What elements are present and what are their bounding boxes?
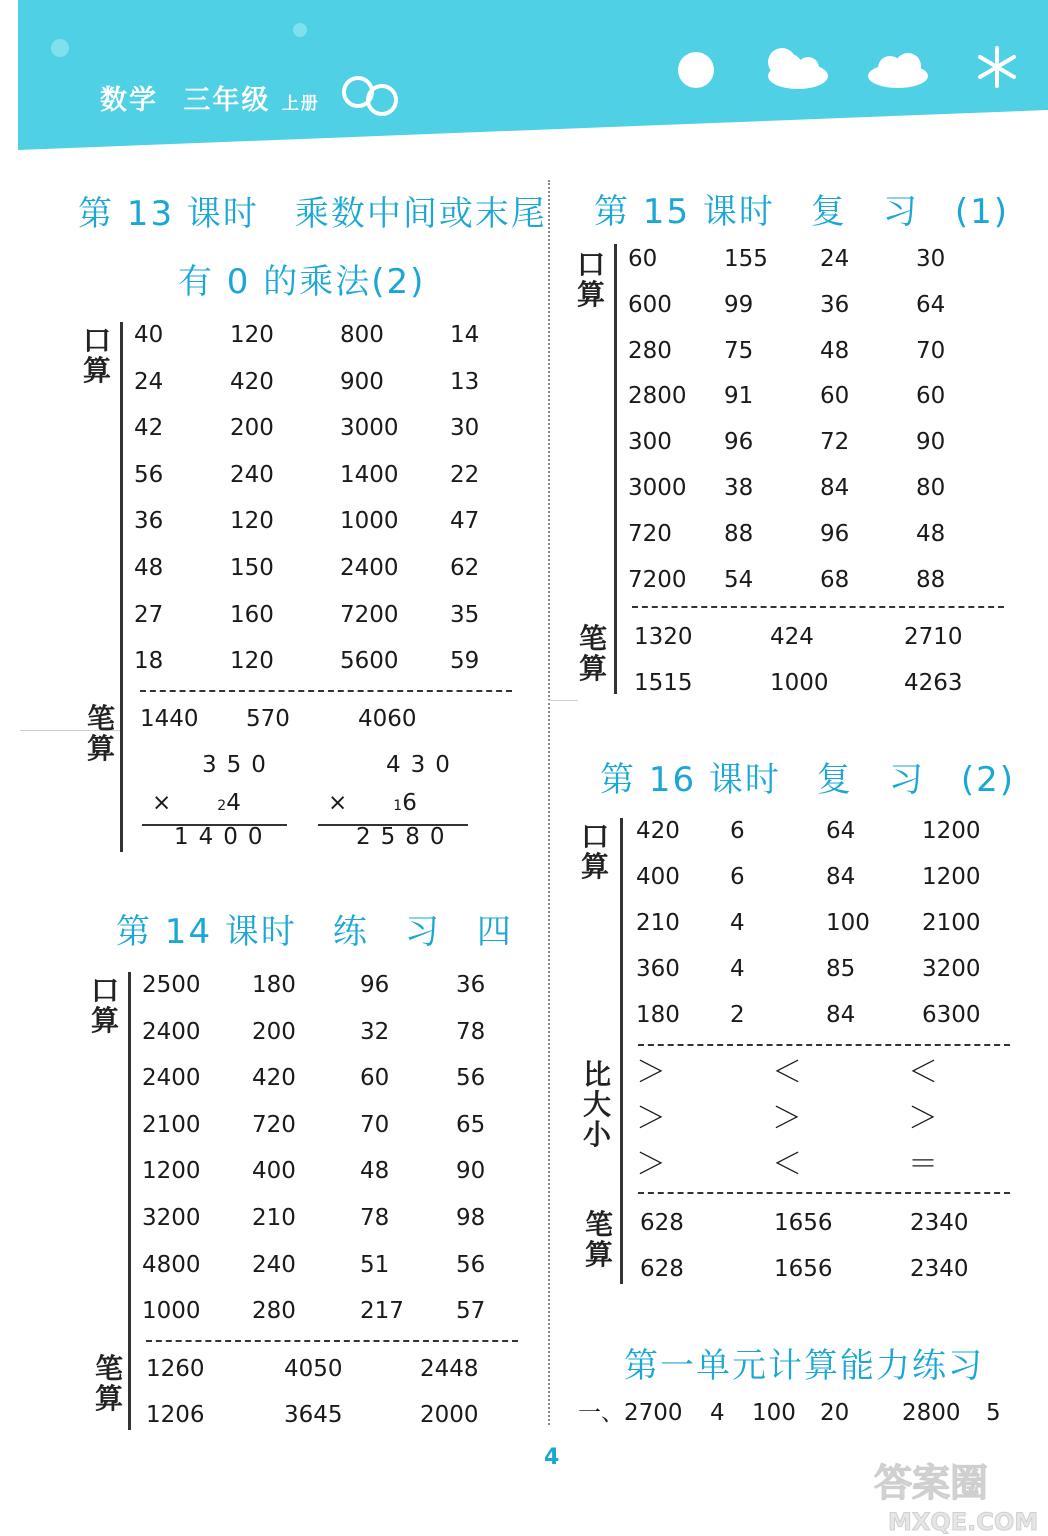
answer-cell: 30	[450, 415, 480, 442]
answer-cell: 4050	[284, 1356, 343, 1382]
answer-cell: 20	[820, 1400, 850, 1426]
answer-cell: 80	[916, 475, 946, 501]
answer-cell: 200	[230, 415, 274, 442]
answer-cell: 一、2700	[578, 1400, 683, 1426]
answer-cell: 240	[230, 461, 274, 488]
lesson13-rule	[120, 322, 123, 852]
answer-cell: 360	[636, 956, 680, 982]
answer-cell: 600	[628, 291, 672, 318]
answer-cell: ＞	[636, 1147, 666, 1182]
sun-icon	[678, 52, 714, 88]
answer-cell: 1200	[922, 864, 981, 890]
answer-cell: 570	[246, 706, 290, 732]
answer-cell: 4800	[142, 1251, 201, 1278]
unit1-title: 第一单元计算能力练习	[624, 1346, 984, 1386]
answer-cell: 1400	[340, 461, 399, 488]
lesson13-oral-label: 口算	[82, 324, 111, 387]
answer-cell: 628	[640, 1210, 684, 1236]
answer-cell: 64	[826, 818, 856, 844]
answer-cell: 800	[340, 322, 384, 348]
answer-cell: 180	[636, 1002, 680, 1028]
answer-cell: 1206	[146, 1402, 205, 1428]
answer-cell: 78	[456, 1018, 486, 1045]
answer-cell: 70	[916, 337, 946, 364]
answer-cell: ＞	[908, 1101, 938, 1136]
answer-cell: 84	[826, 1002, 856, 1028]
answer-cell: 400	[636, 864, 680, 890]
answer-cell: 47	[450, 508, 480, 535]
lesson13-title: 第 13 课时 乘数中间或末尾	[78, 194, 547, 234]
answer-cell: 3000	[628, 475, 687, 501]
answer-cell: 57	[456, 1298, 486, 1325]
lesson16-title: 第 16 课时 复 习 (2)	[600, 760, 1016, 800]
answer-cell: 300	[628, 429, 672, 456]
answer-cell: 720	[252, 1111, 296, 1138]
lesson14-written-label: 笔算	[94, 1352, 123, 1415]
answer-cell: 6	[730, 864, 745, 890]
answer-cell: 7200	[628, 566, 687, 593]
answer-cell: 72	[820, 429, 850, 456]
calc1-bottom: 4	[226, 790, 251, 816]
answer-cell: 78	[360, 1205, 390, 1231]
calc1-operator: ×	[152, 790, 182, 816]
answer-cell: 2100	[922, 910, 981, 936]
grade: 三年级	[183, 85, 271, 116]
answer-cell: 6300	[922, 1002, 981, 1028]
answer-cell: 90	[916, 429, 946, 456]
answer-cell: 36	[134, 508, 164, 535]
faint-line	[548, 700, 578, 701]
answer-cell: 40	[134, 322, 164, 348]
answer-cell: 96	[360, 972, 390, 998]
answer-cell: 900	[340, 368, 384, 395]
answer-cell: 56	[134, 461, 164, 488]
answer-cell: 3200	[922, 956, 981, 982]
answer-cell: 70	[360, 1111, 390, 1138]
answer-cell: 1000	[340, 508, 399, 535]
answer-cell: 400	[252, 1158, 296, 1185]
header-banner	[0, 0, 1048, 150]
answer-cell: ＜	[908, 1055, 938, 1090]
answer-cell: 1200	[922, 818, 981, 844]
answer-cell: 628	[640, 1256, 684, 1282]
answer-cell: 1260	[146, 1356, 205, 1382]
answer-cell: 3000	[340, 415, 399, 442]
answer-cell: 1656	[774, 1256, 833, 1282]
answer-cell: 90	[456, 1158, 486, 1185]
answer-cell: 14	[450, 322, 480, 348]
answer-cell: 100	[826, 910, 870, 936]
answer-cell: 1000	[770, 670, 829, 696]
answer-cell: 22	[450, 461, 480, 488]
answer-cell: 1440	[140, 706, 199, 732]
answer-cell: 2400	[142, 1018, 201, 1045]
divider	[140, 690, 512, 692]
answer-cell: ＞	[636, 1055, 666, 1090]
answer-cell: 75	[724, 337, 754, 364]
answer-cell: 180	[252, 972, 296, 998]
answer-cell: 62	[450, 555, 480, 581]
answer-cell: 3645	[284, 1402, 343, 1428]
lesson15-rule	[614, 244, 617, 694]
calc2-carry: 1	[393, 798, 403, 814]
answer-cell: 2	[730, 1002, 745, 1028]
answer-cell: 4	[730, 956, 745, 982]
answer-cell: 85	[826, 956, 856, 982]
answer-cell: 4	[710, 1400, 725, 1426]
calc2-result: 2580	[356, 824, 455, 850]
answer-cell: 51	[360, 1251, 390, 1278]
lesson16-rule	[620, 818, 623, 1284]
lesson15-written-label: 笔算	[578, 622, 607, 685]
answer-cell: ＜	[772, 1055, 802, 1090]
answer-cell: 240	[252, 1251, 296, 1278]
answer-cell: 54	[724, 566, 754, 593]
svg-text:答案圈: 答案圈	[874, 1461, 989, 1505]
answer-cell: 200	[252, 1018, 296, 1045]
answer-cell: 36	[456, 972, 486, 998]
answer-cell: 18	[134, 648, 164, 675]
answer-cell: 150	[230, 555, 274, 581]
calc2-operator: ×	[328, 790, 358, 816]
answer-cell: 98	[456, 1205, 486, 1231]
answer-cell: 720	[628, 520, 672, 547]
calc1-top: 350	[202, 752, 276, 778]
subject-grade	[100, 78, 320, 117]
answer-cell: 59	[450, 648, 480, 675]
answer-cell: 48	[820, 337, 850, 364]
answer-cell: 30	[916, 246, 946, 272]
answer-cell: ＞	[772, 1101, 802, 1136]
answer-cell: 2340	[910, 1210, 969, 1236]
answer-cell: 96	[820, 520, 850, 547]
lesson14-rule	[128, 972, 131, 1430]
answer-cell: 38	[724, 475, 754, 501]
lesson13-written-label: 笔算	[86, 702, 115, 765]
answer-cell: 420	[252, 1065, 296, 1092]
answer-cell: 48	[916, 520, 946, 547]
calc1-result: 1400	[174, 824, 273, 850]
answer-cell: 60	[628, 246, 658, 272]
answer-cell: 120	[230, 508, 274, 535]
answer-cell: 210	[636, 910, 680, 936]
answer-cell: 60	[360, 1065, 390, 1092]
answer-cell: 1000	[142, 1298, 201, 1325]
answer-cell: 96	[724, 429, 754, 456]
answer-cell: 2100	[142, 1111, 201, 1138]
lesson16-oral-label: 口算	[580, 820, 609, 883]
volume: 上册	[281, 94, 320, 114]
answer-cell: 4	[730, 910, 745, 936]
answer-cell: 5600	[340, 648, 399, 675]
lesson14-title: 第 14 课时 练 习 四	[116, 912, 513, 952]
answer-cell: 84	[820, 475, 850, 501]
divider	[638, 1044, 1010, 1046]
divider	[632, 606, 1004, 608]
answer-cell: 120	[230, 322, 274, 348]
answer-cell: 7200	[340, 601, 399, 628]
calc2-top: 430	[386, 752, 460, 778]
answer-cell: 100	[752, 1400, 796, 1426]
answer-cell: 36	[820, 291, 850, 318]
answer-cell: 88	[724, 520, 754, 547]
lesson16-written-label: 笔算	[584, 1208, 613, 1271]
answer-cell: 6	[730, 818, 745, 844]
subject: 数学	[100, 85, 158, 116]
answer-cell: 56	[456, 1065, 486, 1092]
divider	[638, 1192, 1010, 1194]
lesson13-subtitle: 有 0 的乘法(2)	[178, 262, 426, 302]
answer-cell: 210	[252, 1205, 296, 1231]
answer-cell: 160	[230, 601, 274, 628]
answer-cell: 99	[724, 291, 754, 318]
answer-cell: 280	[628, 337, 672, 364]
page-number: 4	[544, 1445, 560, 1470]
answer-cell: 56	[456, 1251, 486, 1278]
answer-cell: 48	[360, 1158, 390, 1185]
answer-cell: 4263	[904, 670, 963, 696]
answer-cell: 420	[636, 818, 680, 844]
answer-cell: 2710	[904, 624, 963, 650]
lesson15-title: 第 15 课时 复 习 (1)	[594, 192, 1010, 232]
answer-cell: 217	[360, 1298, 404, 1325]
answer-cell: 420	[230, 368, 274, 395]
answer-cell: 2800	[628, 383, 687, 410]
answer-cell: 84	[826, 864, 856, 890]
column-divider	[548, 180, 550, 1425]
lesson16-compare-label: 比大小	[582, 1058, 611, 1151]
answer-cell: 24	[820, 246, 850, 272]
answer-cell: 2340	[910, 1256, 969, 1282]
answer-cell: 1656	[774, 1210, 833, 1236]
answer-cell: 65	[456, 1111, 486, 1138]
answer-cell: 32	[360, 1018, 390, 1045]
answer-cell: 68	[820, 566, 850, 593]
answer-cell: 91	[724, 383, 754, 410]
answer-cell: 1200	[142, 1158, 201, 1185]
answer-cell: 280	[252, 1298, 296, 1325]
answer-cell: 13	[450, 368, 480, 395]
answer-cell: 1320	[634, 624, 693, 650]
calc1-op-row	[152, 790, 251, 816]
answer-cell: 2400	[340, 555, 399, 581]
answer-cell: ＜	[772, 1147, 802, 1182]
answer-cell: 60	[820, 383, 850, 410]
calc2-bottom: 6	[402, 790, 427, 816]
divider	[146, 1340, 518, 1342]
answer-cell: 48	[134, 555, 164, 581]
watermark-logo	[868, 1450, 1048, 1536]
answer-cell: 120	[230, 648, 274, 675]
answer-cell: 5	[986, 1400, 1001, 1426]
answer-cell: ＝	[908, 1147, 938, 1182]
answer-cell: 1515	[634, 670, 693, 696]
answer-cell: 424	[770, 624, 814, 650]
calc2-op-row	[328, 790, 427, 816]
answer-cell: 2800	[902, 1400, 961, 1426]
svg-text:MXQE.COM: MXQE.COM	[888, 1508, 1039, 1536]
answer-cell: 4060	[358, 706, 417, 732]
answer-cell: 155	[724, 246, 768, 272]
answer-cell: 3200	[142, 1205, 201, 1231]
answer-cell: 2448	[420, 1356, 479, 1382]
answer-cell: ＞	[636, 1101, 666, 1136]
answer-cell: 35	[450, 601, 480, 628]
answer-cell: 88	[916, 566, 946, 593]
lesson14-oral-label: 口算	[90, 974, 119, 1037]
answer-cell: 42	[134, 415, 164, 442]
lesson15-oral-label: 口算	[576, 248, 605, 311]
answer-cell: 2000	[420, 1402, 479, 1428]
answer-cell: 60	[916, 383, 946, 410]
answer-cell: 64	[916, 291, 946, 318]
answer-cell: 2500	[142, 972, 201, 998]
answer-cell: 24	[134, 368, 164, 395]
answer-cell: 27	[134, 601, 164, 628]
answer-cell: 2400	[142, 1065, 201, 1092]
calc1-carry: 2	[217, 798, 227, 814]
